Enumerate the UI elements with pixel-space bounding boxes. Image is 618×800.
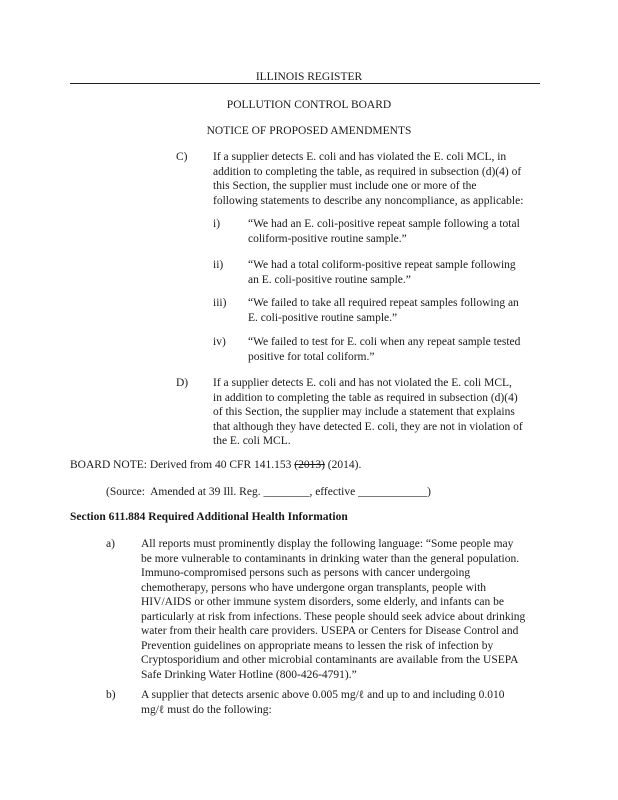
item-a-label: a): [106, 538, 115, 550]
subitem-iii-label: iii): [213, 297, 227, 309]
text-line: that although they have detected E. coli, they are not in violation of: [213, 420, 523, 433]
subitem-i-text: [248, 217, 520, 246]
text-line: Immuno-compromised persons such as persons with cancer undergoing: [141, 567, 471, 579]
text-line: E. coli-positive routine sample.”: [248, 311, 398, 324]
text-line: HIV/AIDS or other immune system disorders, some elderly, and infants can be: [141, 596, 505, 608]
item-b-label: b): [106, 689, 116, 701]
text-line: A supplier that detects arsenic above 0.005 mg/ℓ and up to and including 0.010: [141, 689, 505, 701]
item-d-label: D): [176, 377, 189, 389]
item-b-text: [141, 688, 505, 717]
item-c-text: [213, 150, 523, 208]
text-line: chemotherapy, persons who have undergone organ transplants, people with: [141, 581, 487, 594]
text-line: All reports must prominently display the following language: “Some people may: [141, 538, 514, 550]
item-c-label: C): [176, 151, 188, 163]
section-heading: Section 611.884 Required Additional Health Information: [70, 511, 348, 523]
item-a-text: [141, 537, 525, 682]
text-line: water from their health care providers. USEPA or Centers for Disease Control and: [141, 625, 519, 637]
text-line: addition to completing the table, as required in subsection (d)(4) of: [213, 165, 522, 178]
text-line: positive for total coliform.”: [248, 350, 375, 363]
subitem-ii-text: [248, 258, 516, 287]
subitem-iv-label: iv): [213, 336, 226, 348]
text-line: of this Section, the supplier may include a statement that explains: [213, 406, 515, 418]
notice-title: NOTICE OF PROPOSED AMENDMENTS: [206, 125, 412, 137]
text-line: Cryptosporidium and other microbial contaminants are available from the USEPA: [141, 654, 519, 666]
text-line: If a supplier detects E. coli and has violated the E. coli MCL, in: [213, 151, 507, 163]
text-line: in addition to completing the table as required in subsection (d)(4): [213, 391, 518, 404]
board-note-prefix: BOARD NOTE: Derived from 40 CFR 141.153: [70, 459, 295, 471]
text-line: following statements to describe any noncompliance, as applicable:: [213, 194, 524, 207]
board-note-struck-year: (2013): [294, 459, 325, 471]
text-line: “We had an E. coli-positive repeat sample following a total: [248, 218, 520, 230]
text-line: “We failed to take all required repeat samples following an: [248, 297, 519, 309]
text-line: Safe Drinking Water Hotline (800-426-4791).”: [141, 668, 357, 681]
source-line: (Source: Amended at 39 Ill. Reg. ________, effective ____________): [106, 486, 431, 498]
text-line: “We failed to test for E. coli when any repeat sample tested: [248, 336, 521, 348]
board-title: POLLUTION CONTROL BOARD: [226, 99, 392, 111]
text-line: mg/ℓ must do the following:: [141, 703, 272, 716]
text-line: be more vulnerable to contaminants in drinking water than the general population.: [141, 552, 520, 565]
text-line: If a supplier detects E. coli and has not violated the E. coli MCL,: [213, 377, 512, 389]
text-line: coliform-positive routine sample.”: [248, 232, 407, 245]
board-note: [70, 458, 361, 473]
register-title: ILLINOIS REGISTER: [255, 71, 363, 83]
text-line: “We had a total coliform-positive repeat sample following: [248, 259, 516, 271]
text-line: Prevention guidelines on appropriate means to lessen the risk of infection by: [141, 639, 494, 652]
text-line: particularly at risk from infections. These people should seek advice about drinking: [141, 610, 526, 623]
subitem-i-label: i): [213, 218, 221, 230]
header-rule: [70, 83, 540, 84]
text-line: the E. coli MCL.: [213, 435, 291, 447]
text-line: an E. coli-positive routine sample.”: [248, 273, 411, 286]
board-note-suffix: (2014).: [324, 459, 362, 471]
subitem-ii-label: ii): [213, 259, 224, 271]
item-d-text: [213, 376, 523, 449]
subitem-iv-text: [248, 335, 520, 364]
text-line: this Section, the supplier must include one or more of the: [213, 180, 477, 192]
subitem-iii-text: [248, 296, 519, 325]
